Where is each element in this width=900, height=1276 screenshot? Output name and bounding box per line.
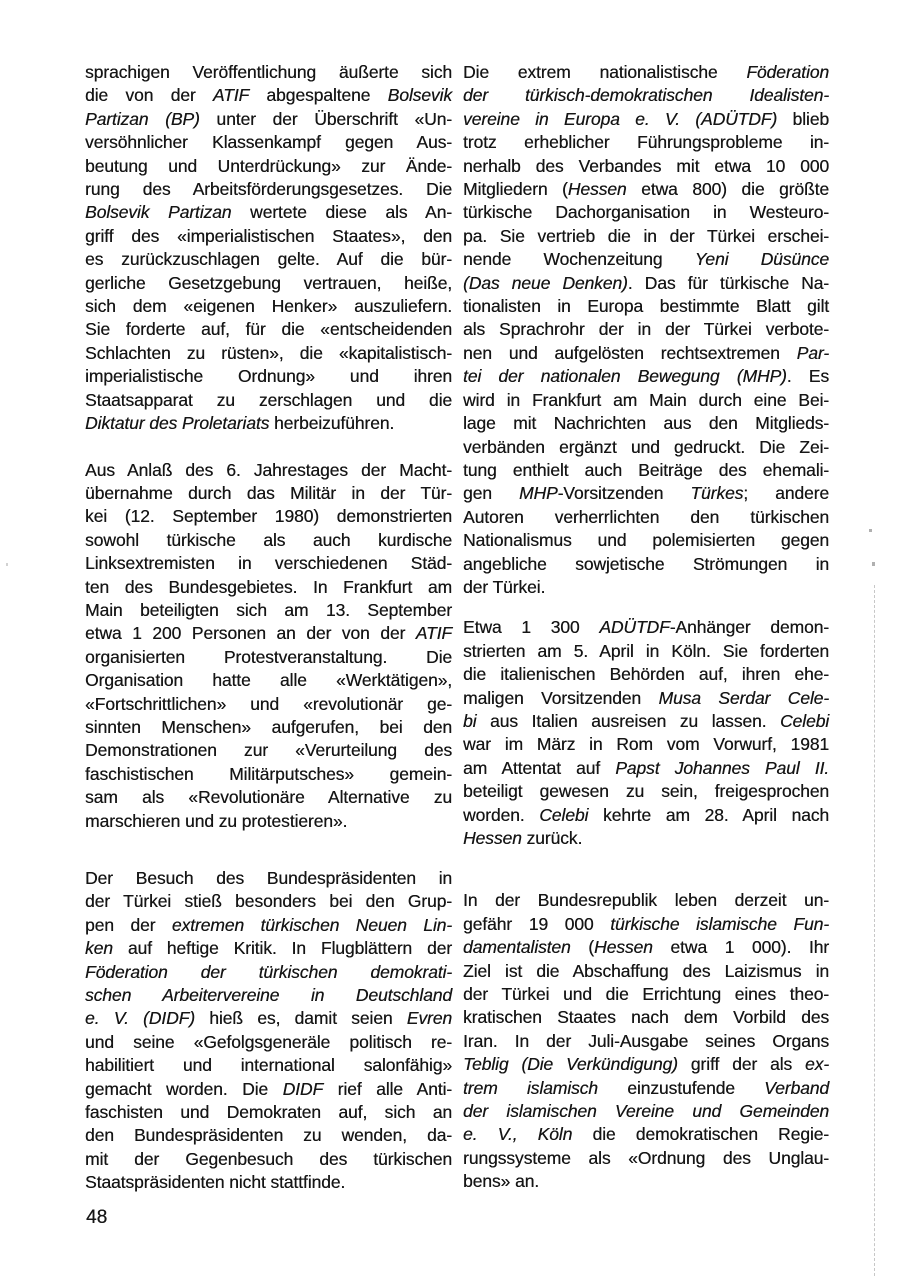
- text-run: -Vorsitzenden: [557, 483, 691, 504]
- paragraph: [85, 459, 452, 834]
- text-run: Staatspräsidenten nicht stattfinde.: [85, 1172, 346, 1193]
- text-run: strierten am 5. April in Köln. Sie forderten: [463, 640, 829, 661]
- text-run: als Sprachrohr der in der Türkei verbote-: [463, 319, 829, 340]
- text-line: [463, 960, 829, 983]
- italic-text-run: Bolsevik: [387, 85, 452, 106]
- italic-text-run: ken: [85, 938, 113, 959]
- italic-text-run: tei der nationalen Bewegung (MHP): [463, 366, 787, 387]
- text-run: Staatsapparat zu zerschlagen und die: [85, 389, 452, 410]
- text-run: pa. Sie vertrieb die in der Türkei erschei-: [463, 225, 829, 246]
- text-run: abgespaltene: [249, 85, 388, 106]
- italic-text-run: e. V. (DIDF): [85, 1008, 195, 1029]
- text-run: die italienischen Behörden auf, ihren ehe-: [463, 664, 829, 685]
- text-run: Autoren verherrlichten den türkischen: [463, 506, 829, 527]
- text-line: [463, 1147, 829, 1170]
- text-line: [463, 663, 829, 686]
- text-line: [463, 61, 829, 84]
- text-run: lage mit Nachrichten aus den Mitglieds-: [463, 413, 829, 434]
- text-line: [463, 459, 829, 482]
- text-run: angebliche sowjetische Strömungen in: [463, 553, 829, 574]
- text-run: beteiligt gewesen zu sein, freigesprochen: [463, 781, 829, 802]
- text-line: [85, 201, 452, 224]
- text-run: herbeizuführen.: [269, 413, 395, 434]
- text-run: gefähr 19 000: [463, 913, 611, 934]
- text-run: imperialistische Ordnung» und ihren: [85, 366, 452, 387]
- text-run: «Fortschrittlichen» und «revolutionär ge-: [85, 693, 452, 714]
- text-run: Linksextremisten in verschiedenen Städ-: [85, 553, 452, 574]
- text-line: [463, 295, 829, 318]
- text-run: ; andere: [743, 483, 829, 504]
- text-run: wertete diese als An-: [231, 202, 452, 223]
- text-run: der Türkei.: [463, 576, 546, 597]
- text-run: die von der: [85, 85, 213, 106]
- text-run: faschistischen Militärputsches» gemein-: [85, 763, 452, 784]
- text-run: der Türkei und die Errichtung eines theo-: [463, 984, 829, 1005]
- text-line: [85, 693, 452, 716]
- text-run: am Attentat auf: [463, 757, 616, 778]
- text-run: einzustufende: [597, 1077, 765, 1098]
- text-run: Sie forderte auf, für die «entscheidenden: [85, 319, 452, 340]
- text-line: [85, 389, 452, 412]
- italic-text-run: Celebi: [779, 710, 829, 731]
- italic-text-run: ATIF: [212, 85, 250, 106]
- text-line: [85, 1054, 452, 1077]
- italic-text-run: ATIF: [415, 623, 452, 644]
- text-line: [85, 810, 452, 833]
- text-line: [463, 272, 829, 295]
- text-line: [463, 131, 829, 154]
- text-line: [463, 155, 829, 178]
- text-run: tung enthielt auch Beiträge des ehemali-: [463, 459, 829, 480]
- text-run: gen: [463, 483, 519, 504]
- text-line: [85, 529, 452, 552]
- text-line: [85, 890, 452, 913]
- text-line: [463, 529, 829, 552]
- text-line: [85, 786, 452, 809]
- italic-text-run: damentalisten: [463, 937, 571, 958]
- text-line: [463, 482, 829, 505]
- text-run: tionalisten in Europa bestimmte Blatt gilt: [463, 296, 829, 317]
- italic-text-run: Föderation: [746, 62, 829, 82]
- text-run: zurück.: [521, 828, 583, 848]
- italic-text-run: Verband: [764, 1077, 829, 1098]
- text-line: [463, 889, 829, 912]
- italic-text-run: Papst Johannes Paul II.: [615, 757, 829, 778]
- text-line: [463, 1077, 829, 1100]
- text-line: [85, 225, 452, 248]
- paragraph: [85, 867, 452, 1195]
- text-run: blieb: [777, 108, 829, 129]
- text-run: maligen Vorsitzenden: [463, 687, 659, 708]
- italic-text-run: extremen türkischen Neuen Lin-: [171, 914, 452, 935]
- text-line: [463, 687, 829, 710]
- text-line: [85, 576, 452, 599]
- text-run: etwa 800) die größte: [626, 179, 829, 200]
- text-run: und seine «Gefolgsgeneräle politisch re-: [85, 1031, 452, 1052]
- text-run: gemacht worden. Die: [85, 1078, 283, 1099]
- text-run: nende Wochenzeitung: [463, 249, 695, 270]
- text-line: [85, 622, 452, 645]
- text-line: [85, 84, 452, 107]
- text-run: sinnten Menschen» aufgerufen, bei den: [85, 716, 452, 737]
- italic-text-run: ADÜTDF: [599, 617, 670, 638]
- text-line: [85, 1078, 452, 1101]
- text-line: [85, 599, 452, 622]
- text-run: nerhalb des Verbandes mit etwa 10 000: [463, 155, 829, 176]
- text-run: Nationalismus und polemisierten gegen: [463, 530, 829, 551]
- text-line: [85, 716, 452, 739]
- text-run: Aus Anlaß des 6. Jahrestages der Macht-: [85, 459, 452, 480]
- italic-text-run: MHP: [518, 483, 558, 504]
- text-run: pen der: [85, 914, 172, 935]
- text-line: [463, 936, 829, 959]
- text-line: [463, 827, 829, 850]
- text-run: unter der Überschrift «Un-: [199, 108, 452, 129]
- text-run: griff des «imperialistischen Staates», den: [85, 225, 452, 246]
- text-run: ten des Bundesgebietes. In Frankfurt am: [85, 576, 452, 597]
- text-line: [463, 616, 829, 639]
- text-line: [463, 225, 829, 248]
- text-run: der Türkei stieß besonders bei den Grup-: [85, 891, 452, 912]
- italic-text-run: Yeni Düsünce: [694, 249, 829, 270]
- text-run: versöhnlicher Klassenkampf gegen Aus-: [85, 132, 452, 153]
- italic-text-run: schen Arbeitervereine in Deutschland: [85, 985, 452, 1006]
- scan-artifact-speck: [6, 563, 8, 566]
- text-run: gerliche Gesetzgebung vertrauen, heiße,: [85, 272, 452, 293]
- text-run: den Bundespräsidenten zu wenden, da-: [85, 1125, 452, 1146]
- text-line: [85, 739, 452, 762]
- italic-text-run: DIDF: [282, 1078, 324, 1099]
- text-line: [85, 1171, 452, 1194]
- text-line: [85, 646, 452, 669]
- text-line: [463, 553, 829, 576]
- paragraph: [463, 61, 829, 599]
- text-line: [85, 248, 452, 271]
- text-line: [85, 318, 452, 341]
- text-line: [85, 914, 452, 937]
- text-line: [85, 1007, 452, 1030]
- text-run: war im März in Rom vom Vorwurf, 1981: [463, 734, 829, 755]
- text-run: auf heftige Kritik. In Flugblättern der: [112, 938, 452, 959]
- text-line: [463, 389, 829, 412]
- text-line: [463, 108, 829, 131]
- italic-text-run: der türkisch-demokratischen Idealisten-: [463, 85, 829, 106]
- text-line: [85, 505, 452, 528]
- text-line: [463, 913, 829, 936]
- text-run: faschisten und Demokraten auf, sich an: [85, 1102, 452, 1123]
- text-line: [463, 365, 829, 388]
- text-column-right: [463, 61, 829, 1194]
- text-column-left: [85, 61, 452, 1195]
- text-run: sich dem «eigenen Henker» auszuliefern.: [85, 296, 452, 317]
- italic-text-run: trem islamisch: [463, 1077, 598, 1098]
- text-line: [85, 178, 452, 201]
- text-line: [85, 961, 452, 984]
- text-run: Organisation hatte alle «Werktätigen»,: [85, 670, 452, 691]
- paragraph: [463, 616, 829, 850]
- text-run: nen und aufgelösten rechtsextremen: [463, 342, 797, 363]
- text-run: organisierten Protestveranstaltung. Die: [85, 646, 452, 667]
- italic-text-run: (Das neue Denken): [463, 272, 628, 293]
- italic-text-run: e. V., Köln: [463, 1124, 573, 1145]
- text-line: [85, 272, 452, 295]
- italic-text-run: Hessen: [463, 828, 522, 848]
- text-line: [463, 576, 829, 599]
- text-run: kehrte am 28. April nach: [588, 804, 830, 825]
- text-line: [463, 1100, 829, 1123]
- text-run: trotz erheblicher Führungsprobleme in-: [463, 132, 829, 153]
- text-run: rung des Arbeitsförderungsgesetzes. Die: [85, 179, 452, 200]
- text-line: [463, 84, 829, 107]
- text-line: [463, 804, 829, 827]
- text-line: [85, 984, 452, 1007]
- italic-text-run: Bolsevik Partizan: [85, 202, 232, 223]
- text-run: (: [570, 937, 595, 958]
- text-line: [85, 669, 452, 692]
- text-line: [85, 131, 452, 154]
- text-line: [463, 757, 829, 780]
- text-line: [85, 1031, 452, 1054]
- text-line: [463, 1030, 829, 1053]
- text-line: [463, 640, 829, 663]
- text-line: [463, 780, 829, 803]
- italic-text-run: Hessen: [567, 179, 627, 200]
- text-run: wird in Frankfurt am Main durch eine Bei-: [463, 389, 829, 410]
- text-line: [463, 733, 829, 756]
- text-line: [463, 506, 829, 529]
- text-run: sam als «Revolutionäre Alternative zu: [85, 787, 452, 808]
- italic-text-run: Türkes: [690, 483, 744, 504]
- text-line: [463, 412, 829, 435]
- text-line: [85, 1101, 452, 1124]
- page-number: 48: [86, 1207, 108, 1228]
- text-line: [463, 201, 829, 224]
- text-run: marschieren und zu protestieren».: [85, 810, 348, 831]
- italic-text-run: türkische islamische Fun-: [610, 913, 829, 934]
- text-run: die demokratischen Regie-: [572, 1124, 829, 1145]
- text-run: es zurückzuschlagen gelte. Auf die bür-: [85, 249, 452, 270]
- text-run: Iran. In der Juli-Ausgabe seines Organs: [463, 1030, 829, 1051]
- text-run: In der Bundesrepublik leben derzeit un-: [463, 890, 829, 911]
- text-run: etwa 1 000). Ihr: [652, 937, 829, 958]
- italic-text-run: Diktatur des Proletariats: [85, 413, 270, 434]
- text-line: [85, 365, 452, 388]
- italic-text-run: vereine in Europa e. V. (ADÜTDF): [463, 108, 778, 129]
- italic-text-run: Föderation der türkischen demokrati-: [85, 961, 452, 982]
- text-line: [463, 178, 829, 201]
- italic-text-run: Par-: [796, 342, 829, 363]
- text-run: hieß es, damit seien: [194, 1008, 407, 1029]
- text-run: Ziel ist die Abschaffung des Laizismus in: [463, 960, 829, 981]
- text-line: [85, 61, 452, 84]
- text-run: kratischen Staates nach dem Vorbild des: [463, 1007, 829, 1028]
- italic-text-run: bi: [463, 710, 477, 731]
- text-run: worden.: [463, 804, 540, 825]
- text-run: griff der als: [677, 1054, 805, 1075]
- text-run: türkische Dachorganisation in Westeuro-: [463, 202, 829, 223]
- italic-text-run: Hessen: [594, 937, 653, 958]
- text-line: [463, 983, 829, 1006]
- text-line: [463, 1170, 829, 1193]
- text-line: [85, 763, 452, 786]
- text-line: [85, 108, 452, 131]
- text-run: sprachigen Veröffentlichung äußerte sich: [85, 62, 452, 82]
- text-run: Schlachten zu rüsten», die «kapitalistisch-: [85, 342, 452, 363]
- text-line: [85, 552, 452, 575]
- scan-artifact-speck: [872, 562, 875, 566]
- text-run: sowohl türkische als auch kurdische: [85, 529, 452, 550]
- text-run: -Anhänger demon-: [669, 617, 830, 638]
- text-run: aus Italien ausreisen zu lassen.: [476, 710, 780, 731]
- text-line: [463, 342, 829, 365]
- text-line: [463, 436, 829, 459]
- text-run: rief alle Anti-: [323, 1078, 452, 1099]
- text-run: . Das für türkische Na-: [627, 272, 829, 293]
- text-run: Main beteiligten sich am 13. September: [85, 599, 452, 620]
- text-run: bens» an.: [463, 1171, 539, 1192]
- text-run: Mitgliedern (: [463, 179, 568, 200]
- text-run: rungssysteme als «Ordnung des Unglau-: [463, 1147, 829, 1168]
- italic-text-run: Teblig (Die Verkündigung): [463, 1054, 678, 1075]
- text-line: [463, 318, 829, 341]
- text-line: [85, 937, 452, 960]
- text-run: etwa 1 200 Personen an der von der: [85, 623, 416, 644]
- text-line: [85, 459, 452, 482]
- text-run: beutung und Unterdrückung» zur Ände-: [85, 155, 452, 176]
- text-line: [85, 295, 452, 318]
- text-line: [463, 710, 829, 733]
- italic-text-run: Evren: [406, 1008, 452, 1029]
- paragraph: [85, 61, 452, 436]
- text-line: [463, 1053, 829, 1076]
- italic-text-run: Musa Serdar Cele-: [658, 687, 829, 708]
- scan-artifact-dotted-line: [874, 585, 875, 1276]
- text-line: [85, 412, 452, 435]
- text-line: [463, 1006, 829, 1029]
- paragraph: [463, 889, 829, 1193]
- italic-text-run: ex-: [805, 1054, 830, 1075]
- text-line: [463, 248, 829, 271]
- italic-text-run: Celebi: [539, 804, 589, 825]
- text-line: [85, 482, 452, 505]
- text-line: [85, 1124, 452, 1147]
- text-run: übernahme durch das Militär in der Tür-: [85, 482, 452, 503]
- text-run: . Es: [786, 366, 829, 387]
- text-run: mit der Gegenbesuch des türkischen: [85, 1148, 452, 1169]
- text-line: [85, 1148, 452, 1171]
- text-line: [85, 342, 452, 365]
- text-run: habilitiert und international salonfähig»: [85, 1055, 452, 1076]
- italic-text-run: Partizan (BP): [85, 108, 200, 129]
- text-run: Der Besuch des Bundespräsidenten in: [85, 868, 452, 888]
- text-line: [85, 155, 452, 178]
- text-line: [463, 1123, 829, 1146]
- scan-artifact-speck: [869, 529, 872, 532]
- text-line: [85, 867, 452, 890]
- text-run: kei (12. September 1980) demonstrierten: [85, 506, 452, 527]
- text-run: Die extrem nationalistische: [463, 62, 747, 82]
- text-run: Demonstrationen zur «Verurteilung des: [85, 740, 452, 761]
- italic-text-run: der islamischen Vereine und Gemeinden: [463, 1101, 829, 1122]
- text-run: Etwa 1 300: [463, 617, 600, 638]
- text-run: verbänden ergänzt und gedruckt. Die Zei-: [463, 436, 829, 457]
